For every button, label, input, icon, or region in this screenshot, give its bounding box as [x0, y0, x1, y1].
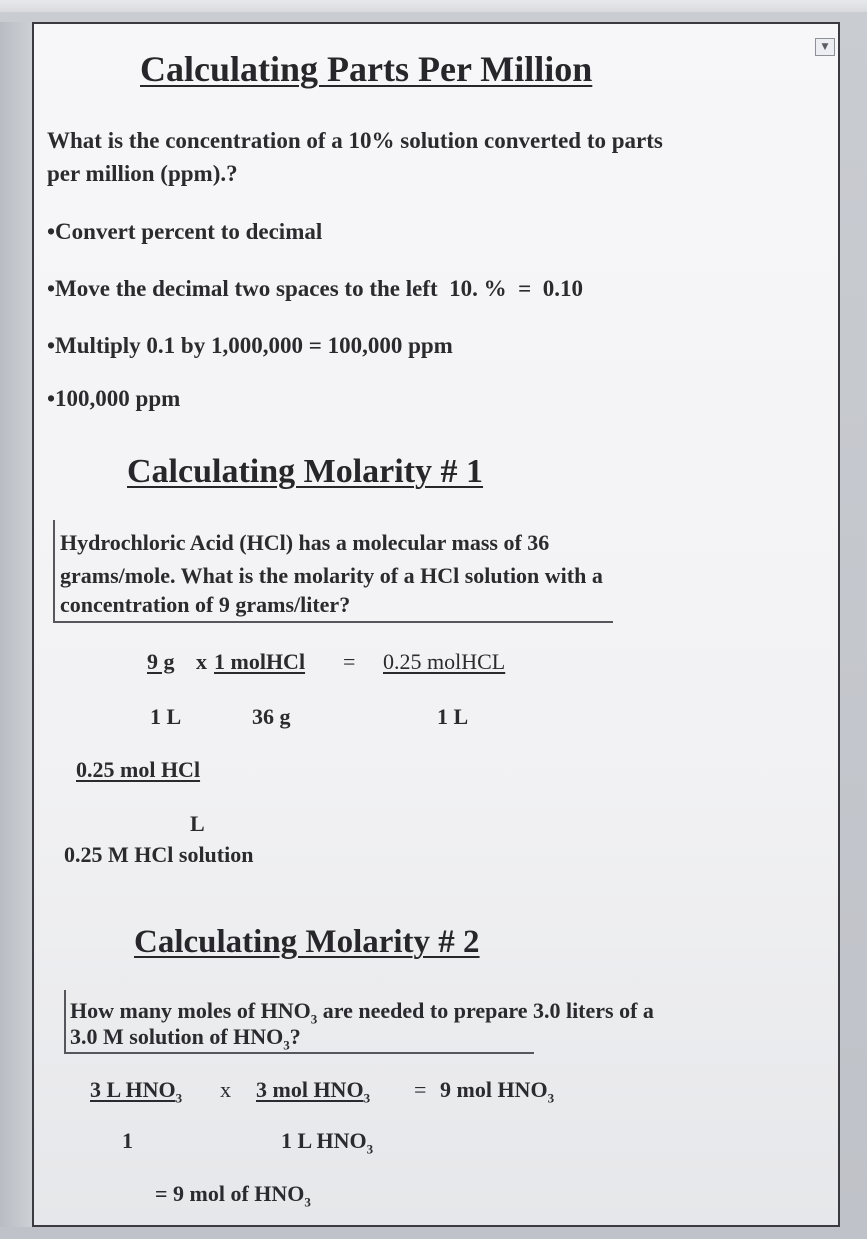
- molarity1-eq-equals: =: [343, 649, 356, 674]
- molarity2-eq-num1-sub: 3: [175, 1090, 183, 1106]
- molarity2-eq-x: x: [220, 1077, 231, 1102]
- molarity2-eq-result-text: 9 mol HNO: [440, 1077, 548, 1102]
- molarity2-final-result: [155, 1181, 311, 1210]
- ppm-bullet-1: •Convert percent to decimal: [47, 219, 323, 244]
- ppm-bullet-3: •Multiply 0.1 by 1,000,000 = 100,000 ppm: [47, 333, 453, 358]
- molarity1-question-rule: [53, 621, 613, 623]
- molarity1-fraction-denominator: L: [190, 811, 205, 836]
- molarity2-question-line1: [70, 998, 654, 1027]
- molarity2-final-text: = 9 mol of HNO: [155, 1181, 305, 1206]
- molarity2-eq-den2-sub: 3: [366, 1141, 374, 1157]
- molarity2-eq-num1: [90, 1077, 182, 1106]
- molarity2-eq-num2-text: 3 mol HNO: [256, 1077, 364, 1102]
- ppm-bullet-4: •100,000 ppm: [47, 386, 181, 411]
- molarity2-q1-text-a: How many moles of HNO: [70, 998, 311, 1023]
- ppm-bullet-2: •Move the decimal two spaces to the left 10. % = 0.10: [47, 276, 583, 301]
- molarity2-eq-num2-sub: 3: [363, 1090, 371, 1106]
- molarity2-q2-text-a: 3.0 M solution of HNO: [70, 1024, 284, 1049]
- molarity2-eq-num2: [256, 1077, 370, 1106]
- molarity2-question-line2: [70, 1024, 301, 1053]
- left-margin: [0, 22, 32, 1227]
- molarity2-q1-text-b: are needed to prepare 3.0 liters of a: [317, 998, 654, 1023]
- molarity2-final-sub: 3: [304, 1194, 311, 1210]
- ppm-title: Calculating Parts Per Million: [140, 49, 593, 89]
- molarity2-eq-result-sub: 3: [547, 1090, 555, 1106]
- molarity1-title: Calculating Molarity # 1: [127, 453, 484, 490]
- dropdown-arrow-icon[interactable]: ▼: [815, 38, 835, 56]
- molarity1-eq-x: x: [196, 649, 207, 674]
- molarity1-eq-num1: 9 g: [147, 649, 175, 674]
- molarity2-q2-text-b: ?: [289, 1024, 301, 1049]
- molarity2-q1-subscript: 3: [310, 1011, 318, 1027]
- molarity2-eq-den2: [281, 1128, 373, 1157]
- molarity1-question-line1: Hydrochloric Acid (HCl) has a molecular mass of 36: [60, 530, 550, 555]
- molarity1-fraction-numerator: 0.25 mol HCl: [76, 757, 201, 782]
- molarity2-q2-subscript: 3: [283, 1037, 290, 1053]
- molarity1-eq-result-num: 0.25 molHCL: [383, 649, 506, 674]
- ppm-question-line2: per million (ppm).?: [47, 161, 238, 186]
- molarity2-title: Calculating Molarity # 2: [134, 924, 480, 960]
- molarity2-eq-den2-text: 1 L HNO: [281, 1128, 367, 1153]
- molarity1-question-line2: grams/mole. What is the molarity of a HCl solution with a: [60, 563, 603, 588]
- ppm-question-line1: What is the concentration of a 10% solution converted to parts: [47, 128, 663, 153]
- molarity1-eq-den2: 36 g: [252, 704, 291, 729]
- window-top-bar: [0, 0, 867, 12]
- molarity1-answer: 0.25 M HCl solution: [64, 842, 254, 867]
- molarity2-eq-equals: =: [414, 1077, 427, 1102]
- molarity2-eq-num1-text: 3 L HNO: [90, 1077, 176, 1102]
- molarity1-eq-den1: 1 L: [150, 704, 182, 729]
- molarity1-eq-num2: 1 molHCl: [214, 649, 306, 674]
- molarity1-eq-result-den: 1 L: [437, 704, 469, 729]
- molarity1-question-line3: concentration of 9 grams/liter?: [60, 592, 351, 617]
- molarity2-eq-result: [440, 1077, 554, 1106]
- molarity2-eq-den1: 1: [122, 1128, 133, 1153]
